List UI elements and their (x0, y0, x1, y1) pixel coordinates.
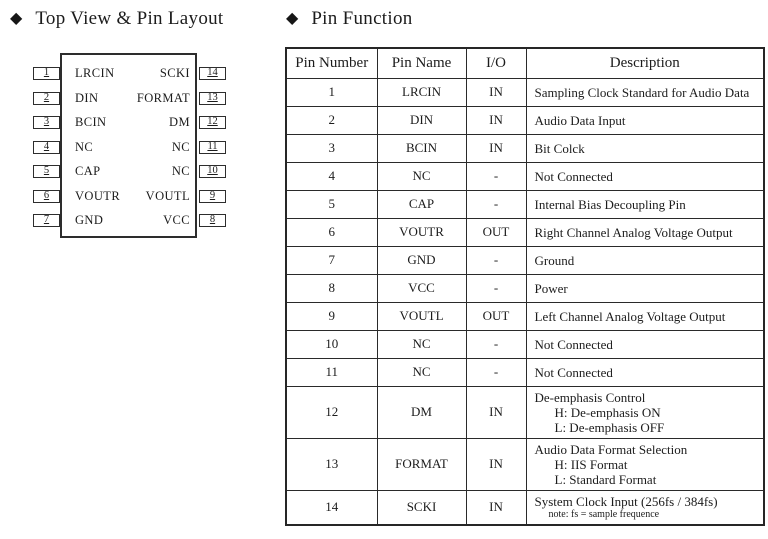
pin-row (33, 67, 226, 80)
pin-table-body (286, 78, 764, 525)
pin-number: 8 (209, 214, 216, 226)
description-line: Left Channel Analog Voltage Output (534, 308, 726, 324)
cell-description (526, 106, 764, 134)
pin-label-nc: NC (171, 164, 190, 178)
pin-label-din: DIN (75, 90, 99, 105)
pin-row (33, 190, 226, 203)
cell-pin-number: 12 (286, 386, 377, 438)
cell-pin-number: 4 (286, 162, 377, 190)
table-row (286, 246, 764, 274)
description-line: Audio Data Input (534, 112, 626, 128)
cell-pin-name: LRCIN (377, 78, 466, 106)
cell-io: - (466, 358, 526, 386)
pin-number: 9 (209, 189, 216, 201)
cell-description (526, 190, 764, 218)
pin-number: 3 (43, 116, 50, 128)
cell-description (526, 246, 764, 274)
cell-pin-number: 5 (286, 190, 377, 218)
table-header-row (286, 48, 764, 78)
cell-io: IN (466, 386, 526, 438)
table-row (286, 78, 764, 106)
description-line: Power (534, 280, 568, 296)
pin-number: 11 (207, 140, 218, 152)
cell-pin-name: NC (377, 358, 466, 386)
pin-number: 14 (207, 67, 218, 79)
cell-io: - (466, 190, 526, 218)
cell-pin-number: 1 (286, 78, 377, 106)
cell-io: IN (466, 134, 526, 162)
pin-number: 10 (207, 165, 218, 177)
table-row (286, 218, 764, 246)
pin-number-box-right (199, 190, 226, 203)
description-line: Not Connected (534, 168, 613, 184)
cell-pin-name: GND (377, 246, 466, 274)
cell-description (526, 274, 764, 302)
cell-pin-name: SCKI (377, 490, 466, 525)
cell-pin-number: 9 (286, 302, 377, 330)
cell-pin-name: CAP (377, 190, 466, 218)
pin-number-box-left (33, 190, 60, 203)
pin-number-box-left (33, 141, 60, 154)
cell-description (526, 162, 764, 190)
pin-row (33, 214, 226, 227)
cell-io: - (466, 162, 526, 190)
pin-row (33, 92, 226, 105)
description-line: H: IIS Format (554, 456, 628, 472)
pin-label-cap: CAP (75, 164, 101, 178)
cell-io: - (466, 274, 526, 302)
cell-io: - (466, 330, 526, 358)
table-row (286, 134, 764, 162)
pin-layout-diagram (0, 0, 270, 270)
diamond-bullet-icon: ◆ (286, 10, 299, 27)
table-row (286, 190, 764, 218)
description-line: Internal Bias Decoupling Pin (534, 196, 686, 212)
pin-number: 4 (43, 140, 50, 152)
description-line: De-emphasis Control (534, 389, 646, 405)
table-row (286, 106, 764, 134)
cell-io: OUT (466, 302, 526, 330)
description-line: System Clock Input (256fs / 384fs) (534, 493, 718, 509)
pin-number: 12 (207, 116, 218, 128)
table-row (286, 490, 764, 525)
column-header-pin-number: Pin Number (286, 48, 377, 78)
pin-label-dm: DM (169, 115, 190, 129)
cell-pin-number: 14 (286, 490, 377, 525)
cell-io: IN (466, 78, 526, 106)
pin-label-format: FORMAT (136, 90, 190, 105)
pin-number: 5 (43, 165, 50, 177)
pin-number-box-right (199, 214, 226, 227)
table-row (286, 274, 764, 302)
cell-pin-name: VCC (377, 274, 466, 302)
pin-label-lrcin: LRCIN (75, 66, 115, 80)
pin-label-nc: NC (75, 139, 94, 154)
description-line: L: De-emphasis OFF (554, 419, 665, 435)
cell-pin-name: DIN (377, 106, 466, 134)
cell-pin-name: FORMAT (377, 438, 466, 490)
pin-number-box-left (33, 67, 60, 80)
pin-label-voutl: VOUTL (145, 188, 190, 203)
table-row (286, 162, 764, 190)
cell-description (526, 78, 764, 106)
column-header-pin-name: Pin Name (377, 48, 466, 78)
description-line: Bit Colck (534, 140, 585, 156)
description-line: Not Connected (534, 364, 613, 380)
description-line: Sampling Clock Standard for Audio Data (534, 84, 750, 100)
table-row (286, 386, 764, 438)
description-line: L: Standard Format (554, 471, 657, 487)
pin-row (33, 165, 226, 178)
column-header-description: Description (526, 48, 764, 78)
table-row (286, 438, 764, 490)
cell-pin-number: 2 (286, 106, 377, 134)
cell-pin-number: 10 (286, 330, 377, 358)
pin-number: 7 (43, 214, 50, 226)
cell-description (526, 386, 764, 438)
cell-io: OUT (466, 218, 526, 246)
pin-number: 6 (43, 189, 50, 201)
pin-number-box-right (199, 165, 226, 178)
pin-number-box-right (199, 92, 226, 105)
cell-pin-name: NC (377, 330, 466, 358)
pin-row (33, 141, 226, 154)
pin-number: 13 (207, 91, 218, 103)
pin-number-box-right (199, 141, 226, 154)
pin-label-nc: NC (171, 139, 190, 154)
pin-label-voutr: VOUTR (75, 188, 121, 203)
pin-number: 1 (43, 67, 50, 79)
cell-description (526, 490, 764, 525)
table-row (286, 302, 764, 330)
section-title-top-view: Top View & Pin Layout (35, 8, 224, 29)
cell-description (526, 134, 764, 162)
description-line: Not Connected (534, 336, 613, 352)
description-line: H: De-emphasis ON (554, 404, 661, 420)
pin-label-scki: SCKI (159, 66, 190, 80)
pin-label-gnd: GND (75, 213, 104, 227)
pin-label-bcin: BCIN (75, 115, 107, 129)
cell-io: IN (466, 106, 526, 134)
cell-pin-number: 7 (286, 246, 377, 274)
cell-description (526, 330, 764, 358)
cell-description (526, 302, 764, 330)
cell-description (526, 358, 764, 386)
pin-function-table (285, 47, 765, 526)
cell-pin-number: 8 (286, 274, 377, 302)
cell-pin-name: VOUTL (377, 302, 466, 330)
cell-description (526, 218, 764, 246)
cell-pin-name: VOUTR (377, 218, 466, 246)
pin-number-box-left (33, 116, 60, 129)
cell-pin-number: 3 (286, 134, 377, 162)
pin-number-box-right (199, 116, 226, 129)
cell-io: IN (466, 490, 526, 525)
cell-description (526, 438, 764, 490)
cell-pin-number: 6 (286, 218, 377, 246)
cell-io: IN (466, 438, 526, 490)
table-row (286, 330, 764, 358)
cell-pin-number: 11 (286, 358, 377, 386)
description-note: note: fs = sample frequence (548, 508, 660, 520)
cell-io: - (466, 246, 526, 274)
description-line: Right Channel Analog Voltage Output (534, 224, 733, 240)
table-row (286, 358, 764, 386)
pin-label-vcc: VCC (163, 213, 190, 227)
pin-row (33, 116, 226, 129)
column-header-io: I/O (466, 48, 526, 78)
pin-number-box-left (33, 92, 60, 105)
cell-pin-name: DM (377, 386, 466, 438)
cell-pin-number: 13 (286, 438, 377, 490)
description-line: Ground (534, 252, 575, 268)
section-heading-pin-function (286, 8, 413, 30)
section-title-pin-function: Pin Function (311, 8, 413, 29)
pin-number-box-right (199, 67, 226, 80)
description-line: Audio Data Format Selection (534, 441, 688, 457)
cell-pin-name: NC (377, 162, 466, 190)
pin-number-box-left (33, 214, 60, 227)
pin-number-box-left (33, 165, 60, 178)
diamond-bullet-icon: ◆ (10, 10, 23, 27)
pin-number: 2 (43, 91, 50, 103)
cell-pin-name: BCIN (377, 134, 466, 162)
